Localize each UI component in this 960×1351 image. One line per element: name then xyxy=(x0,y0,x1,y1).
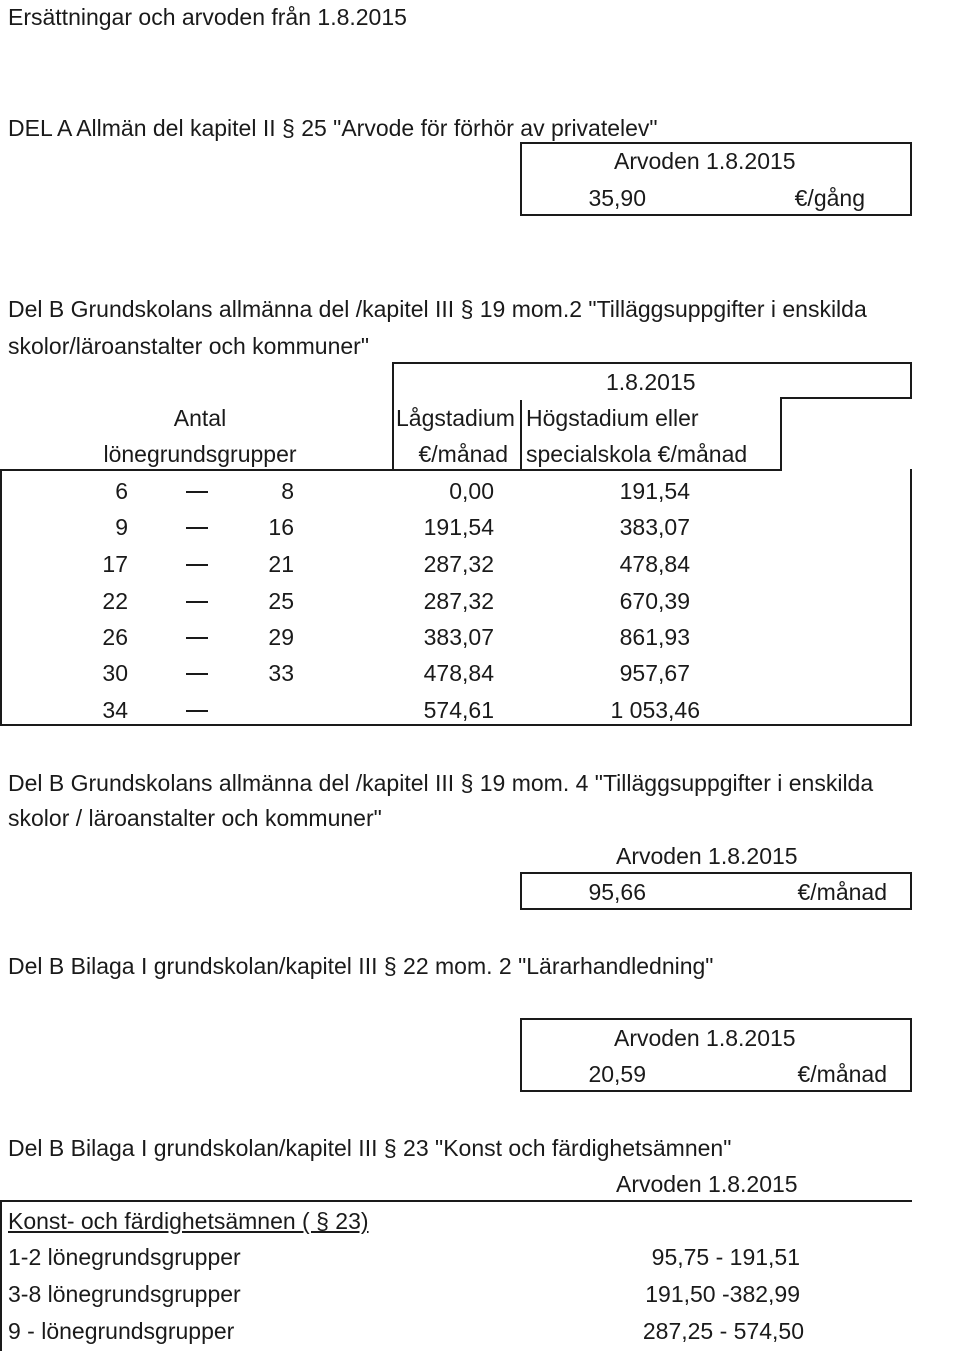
row-low: 478,84 xyxy=(423,660,494,686)
section-b3-box-header: Arvoden 1.8.2015 xyxy=(614,1025,796,1051)
document-title: Ersättningar och arvoden från 1.8.2015 xyxy=(8,4,407,30)
row-low: 0,00 xyxy=(449,478,494,504)
section-b2-heading-line1: Del B Grundskolans allmänna del /kapitel III § 19 mom. 4 "Tilläggsuppgifter i enskilda xyxy=(8,770,874,796)
row-low: 383,07 xyxy=(423,624,494,650)
row-low: 287,32 xyxy=(423,551,494,577)
row-from: 26 xyxy=(102,624,128,650)
section-b2-box-right xyxy=(910,872,912,910)
row-from: 6 xyxy=(115,478,128,504)
section-b2-box-left xyxy=(520,872,522,910)
row-high: 478,84 xyxy=(619,551,690,577)
range-dash xyxy=(186,564,208,566)
col2-header-line1: Lågstadium xyxy=(396,405,515,431)
row-high: 861,93 xyxy=(619,624,690,650)
row-to: 16 xyxy=(268,514,294,540)
row-high: 1 053,46 xyxy=(610,697,700,723)
row-low: 191,54 xyxy=(423,514,494,540)
row-to: 29 xyxy=(268,624,294,650)
group-label: 9 - lönegrundsgrupper xyxy=(8,1318,235,1344)
group-label: 3-8 lönegrundsgrupper xyxy=(8,1281,241,1307)
range-dash xyxy=(186,491,208,493)
group-range: 95,75 - 191,51 xyxy=(651,1244,800,1270)
table-col2-left xyxy=(392,362,394,470)
row-low: 287,32 xyxy=(423,588,494,614)
row-from: 17 xyxy=(102,551,128,577)
row-to: 8 xyxy=(281,478,294,504)
col1-header-line2: lönegrundsgrupper xyxy=(103,441,297,467)
row-high: 670,39 xyxy=(619,588,690,614)
table-col3-left xyxy=(520,400,522,470)
row-high: 383,07 xyxy=(619,514,690,540)
table-right-border-top xyxy=(910,362,912,398)
table-date-header: 1.8.2015 xyxy=(606,369,696,395)
table-bottom-border xyxy=(0,724,912,726)
table-right-border-mid xyxy=(780,397,782,470)
row-low: 574,61 xyxy=(423,697,494,723)
range-dash xyxy=(186,527,208,529)
table-top-border xyxy=(392,362,912,364)
section-b2-unit: €/månad xyxy=(797,879,887,905)
section-b2-box-header: Arvoden 1.8.2015 xyxy=(616,843,798,869)
range-dash xyxy=(186,673,208,675)
row-high: 957,67 xyxy=(619,660,690,686)
row-from: 30 xyxy=(102,660,128,686)
row-to: 33 xyxy=(268,660,294,686)
section-b2-value: 95,66 xyxy=(588,879,646,905)
section-b1-heading-line1: Del B Grundskolans allmänna del /kapitel III § 19 mom.2 "Tilläggsuppgifter i enskilda xyxy=(8,296,867,322)
range-dash xyxy=(186,637,208,639)
section-a-unit: €/gång xyxy=(794,185,865,211)
section-a-value: 35,90 xyxy=(588,185,646,211)
group-range: 287,25 - 574,50 xyxy=(642,1318,804,1344)
section-b4-top-border xyxy=(0,1200,912,1202)
col3-header-line1: Högstadium eller xyxy=(526,405,699,431)
section-b3-unit: €/månad xyxy=(797,1061,887,1087)
table-left-border xyxy=(0,469,2,726)
section-b1-heading-line2: skolor/läroanstalter och kommuner" xyxy=(8,333,369,359)
group-range: 191,50 -382,99 xyxy=(645,1281,800,1307)
col1-header-line1: Antal xyxy=(173,405,227,431)
row-high: 191,54 xyxy=(619,478,690,504)
col2-header-line2: €/månad xyxy=(418,441,508,467)
col3-header-line2: specialskola €/månad xyxy=(526,441,748,467)
table-right-border xyxy=(910,469,912,726)
section-b3-heading: Del B Bilaga I grundskolan/kapitel III § 22 mom. 2 "Lärarhandledning" xyxy=(8,953,714,979)
section-b4-box-header: Arvoden 1.8.2015 xyxy=(616,1171,798,1197)
section-b4-subheading: Konst- och färdighetsämnen ( § 23) xyxy=(8,1208,369,1234)
range-dash xyxy=(186,601,208,603)
row-to: 25 xyxy=(268,588,294,614)
section-b4-heading: Del B Bilaga I grundskolan/kapitel III § 23 "Konst och färdighetsämnen" xyxy=(8,1135,732,1161)
row-to: 21 xyxy=(268,551,294,577)
section-b2-heading-line2: skolor / läroanstalter och kommuner" xyxy=(8,805,382,831)
row-from: 9 xyxy=(115,514,128,540)
section-b4-left-border xyxy=(0,1200,2,1351)
section-b2-box-bottom xyxy=(520,908,912,910)
section-b3-value: 20,59 xyxy=(588,1061,646,1087)
section-a-heading: DEL A Allmän del kapitel II § 25 "Arvode för förhör av privatelev" xyxy=(8,115,658,141)
section-a-box-header: Arvoden 1.8.2015 xyxy=(614,148,796,174)
section-b2-box-divider xyxy=(520,872,912,874)
table-step-border xyxy=(780,397,912,399)
row-from: 34 xyxy=(102,697,128,723)
table-header-bottom xyxy=(0,469,782,471)
range-dash xyxy=(186,710,208,712)
group-label: 1-2 lönegrundsgrupper xyxy=(8,1244,241,1270)
row-from: 22 xyxy=(102,588,128,614)
